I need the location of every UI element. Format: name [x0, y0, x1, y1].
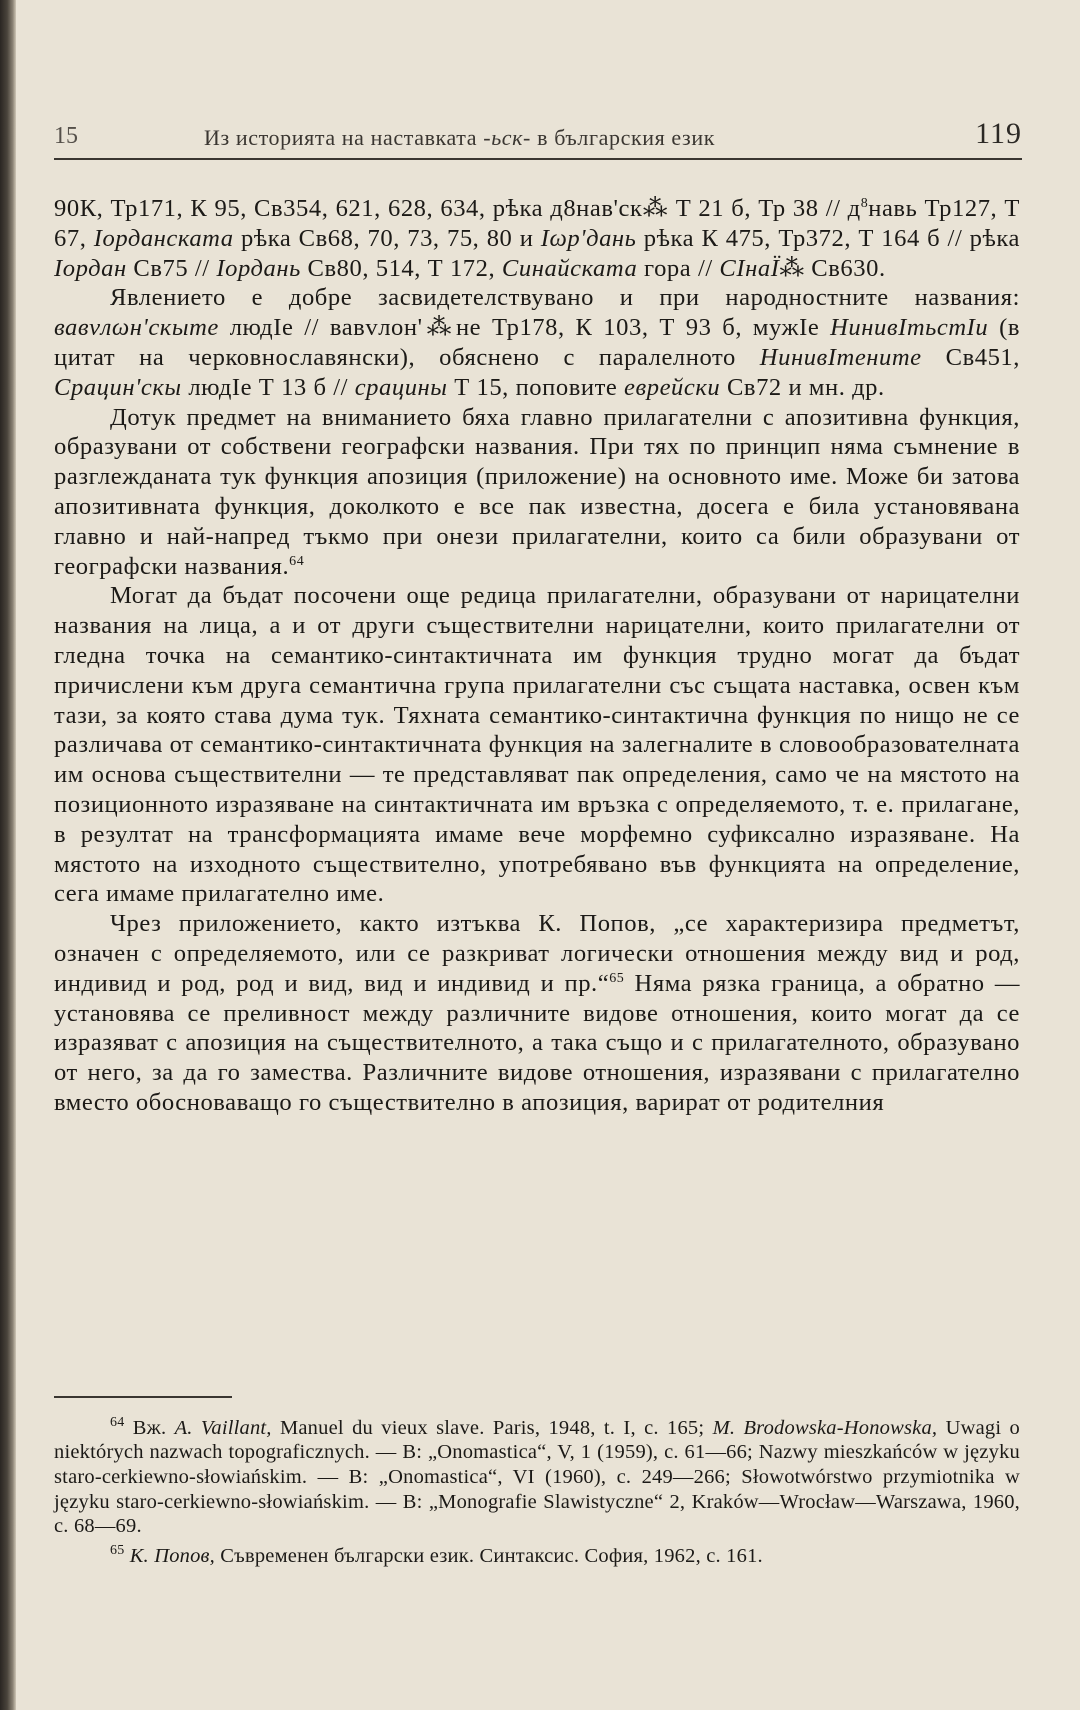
book-spine-shadow: [0, 0, 16, 1710]
paragraph-3: Дотук предмет на вниманието бяха главно прилагателни с апозитивна функция, образувани от собствени географски названия. При тях по принцип няма съмнение в разглежданата тук функция апозиция (приложение) на основното име. Може би затова апозитивната функция, доколкото е все пак известна, досега е била установявана главно и най-напред тъкмо при онези прилагателни, които са били образувани от географски названия.$^{64}$: [54, 403, 1020, 580]
paragraph-4: Могат да бъдат посочени още редица прилагателни, образувани от нарицателни названия на лица, а и от други съществителни нарицателни, които прилагателни от гледна точка на семантико-синтактичната им функция трудно могат да бъдат причислени към друга семантична група прилагателни със същата наставка, освен към тази, за която става дума тук. Тяхната семантико-синтактична функция по нищо не се различава от семантико-синтактичната функция на залегналите в словообразователната им основа съществителни — те представляват пак определения, само че на мястото на позиционното изразяване на синтактичната им връзка с определяемото, т. е. прилагане, в резултат на трансформацията имаме вече морфемно суфиксално изразяване. На мястото на изходното съществително, употребявано във функцията на определение, сега имаме прилагателно име.: [54, 582, 1020, 908]
header-rule: [54, 158, 1022, 160]
footnote-ref-64[interactable]: 64: [289, 553, 305, 569]
footnotes: [54, 1411, 1020, 1568]
book-page: [42, 0, 1050, 1710]
footnote-rule: [54, 1396, 232, 1398]
running-title: Из историята на наставката -ьск- в българския език: [204, 125, 716, 150]
footnote-64: $^{64}$ Вж. A. Vaillant, Manuel du vieux slave. Paris, 1948, t. I, c. 165; M. Brodowska-Honowska, Uwagi o niektórych nazwach topograficznych. — В: „Onomastica“, V, 1 (1959), c. 61—66; Nazwy mieszkańców w języku staro-cerkiewno-słowiańskim. — В: „Onomastica“, VI (1960), c. 249—266; Słowotwórstwo przymiotnika w języku staro-cerkiewno-słowiańskim. — В: „Monografie Slawistyczne“ 2, Kraków—Wrocław—Warszawa, 1960, c. 68—69.: [54, 1415, 1020, 1538]
footnote-ref-65[interactable]: 65: [609, 970, 625, 986]
paragraph-5: Чрез приложението, както изтъква К. Попов, „се характеризира предметът, означен с определяемото, или се разкриват логически отношения между вид и род, индивид и род, род и вид, вид и индивид и пр.“$^{65}$ Няма рязка граница, а обратно — установява се преливност между различните видове отношения, които могат да се изразяват с апозиция на съществителното, а така също и с прилагателното, образувано от него, за да го замества. Различните видове отношения, изразявани с прилагателно вместо обосноваващо го съществително в апозиция, варират от родителния: [54, 910, 1020, 1116]
body-text: [54, 194, 1020, 1118]
paragraph-1: 90К, Тр171, К 95, Св354, 621, 628, 634, рѣка д8нав'ск⁂ Т 21 б, Тр 38 // д$^8$навь Тр127, Т 67, Iорданската рѣка Св68, 70, 73, 75, 80 и Iωр'дань рѣка К 475, Тр372, Т 164 б // рѣка Iордан Св75 // Iордань Св80, 514, Т 172, Синайската гора // СIнаЇ⁂ Св630.: [54, 195, 1020, 282]
paragraph-2: Явлението е добре засвидетелствувано и при народностните названия: вавvлωн'скыте людIе // вавvлон'⁂не Тр178, К 103, Т 93 б, мужIе НинивIтьстIи (в цитат на черковнославянски), обяснено с паралелното НинивIтените Св451, Срацин'скы людIе Т 13 б // срацины Т 15, поповите еврейски Св72 и мн. др.: [54, 284, 1020, 401]
footnote-65: $^{65}$ К. Попов, Съвременен български език. Синтаксис. София, 1962, с. 161.: [110, 1542, 763, 1567]
running-head: [54, 117, 1022, 157]
page-number: 119: [975, 117, 1022, 150]
page-marker: 15: [54, 123, 78, 149]
